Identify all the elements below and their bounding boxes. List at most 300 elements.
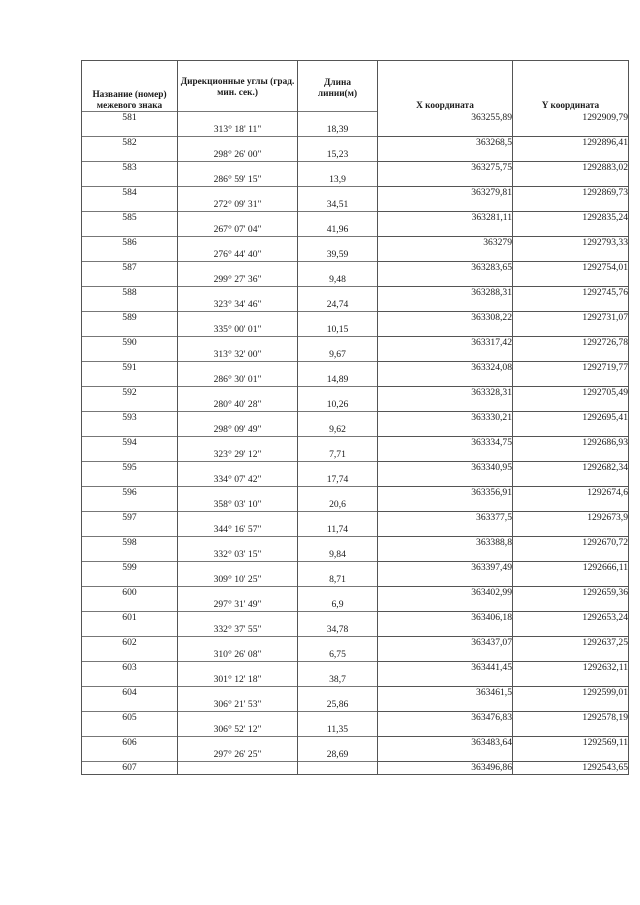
empty-cell <box>513 124 629 137</box>
y-coordinate: 1292653,24 <box>513 612 629 625</box>
segment-row <box>82 399 629 412</box>
empty-cell <box>82 499 178 512</box>
point-row <box>82 737 629 750</box>
empty-cell <box>178 687 298 700</box>
empty-cell <box>298 662 378 675</box>
y-coordinate: 1292869,73 <box>513 187 629 200</box>
point-number: 605 <box>82 712 178 725</box>
empty-cell <box>298 762 378 775</box>
y-coordinate: 1292686,93 <box>513 437 629 450</box>
empty-cell <box>178 562 298 575</box>
point-number: 584 <box>82 187 178 200</box>
y-coordinate: 1292719,77 <box>513 362 629 375</box>
empty-cell <box>298 337 378 350</box>
empty-cell <box>298 687 378 700</box>
y-coordinate: 1292659,36 <box>513 587 629 600</box>
direction-angle: 335° 00' 01" <box>178 324 298 337</box>
empty-cell <box>513 699 629 712</box>
empty-cell <box>82 724 178 737</box>
empty-cell <box>178 212 298 225</box>
point-row <box>82 712 629 725</box>
direction-angle: 323° 29' 12" <box>178 449 298 462</box>
empty-cell <box>298 412 378 425</box>
segment-row <box>82 474 629 487</box>
point-row <box>82 262 629 275</box>
empty-cell <box>178 362 298 375</box>
empty-cell <box>82 424 178 437</box>
empty-cell <box>298 112 378 125</box>
direction-angle: 332° 03' 15" <box>178 549 298 562</box>
empty-cell <box>82 174 178 187</box>
empty-cell <box>298 212 378 225</box>
x-coordinate: 363328,31 <box>378 387 513 400</box>
empty-cell <box>298 362 378 375</box>
x-coordinate: 363340,95 <box>378 462 513 475</box>
y-coordinate: 1292637,25 <box>513 637 629 650</box>
point-row <box>82 187 629 200</box>
empty-cell <box>378 574 513 587</box>
empty-cell <box>178 137 298 150</box>
empty-cell <box>513 424 629 437</box>
segment-row <box>82 174 629 187</box>
empty-cell <box>298 237 378 250</box>
segment-row <box>82 674 629 687</box>
line-length: 17,74 <box>298 474 378 487</box>
segment-row <box>82 749 629 762</box>
point-number: 601 <box>82 612 178 625</box>
empty-cell <box>298 437 378 450</box>
point-row <box>82 287 629 300</box>
point-row <box>82 662 629 675</box>
segment-row <box>82 699 629 712</box>
segment-row <box>82 649 629 662</box>
empty-cell <box>378 449 513 462</box>
empty-cell <box>82 574 178 587</box>
point-number: 604 <box>82 687 178 700</box>
x-coordinate: 363334,75 <box>378 437 513 450</box>
empty-cell <box>378 349 513 362</box>
empty-cell <box>378 374 513 387</box>
point-number: 603 <box>82 662 178 675</box>
empty-cell <box>178 762 298 775</box>
point-number: 595 <box>82 462 178 475</box>
empty-cell <box>82 149 178 162</box>
empty-cell <box>82 324 178 337</box>
empty-cell <box>178 287 298 300</box>
x-coordinate: 363496,86 <box>378 762 513 775</box>
empty-cell <box>378 749 513 762</box>
segment-row <box>82 424 629 437</box>
x-coordinate: 363324,08 <box>378 362 513 375</box>
segment-row <box>82 524 629 537</box>
x-coordinate: 363356,91 <box>378 487 513 500</box>
empty-cell <box>513 624 629 637</box>
empty-cell <box>378 724 513 737</box>
empty-cell <box>178 112 298 125</box>
empty-cell <box>298 387 378 400</box>
point-number: 592 <box>82 387 178 400</box>
y-coordinate: 1292909,79 <box>513 112 629 125</box>
point-number: 607 <box>82 762 178 775</box>
empty-cell <box>82 549 178 562</box>
point-number: 593 <box>82 412 178 425</box>
empty-cell <box>178 612 298 625</box>
empty-cell <box>298 312 378 325</box>
line-length: 14,89 <box>298 374 378 387</box>
direction-angle: 297° 26' 25" <box>178 749 298 762</box>
direction-angle: 306° 21' 53" <box>178 699 298 712</box>
x-coordinate: 363279 <box>378 237 513 250</box>
segment-row <box>82 574 629 587</box>
empty-cell <box>513 499 629 512</box>
empty-cell <box>82 299 178 312</box>
direction-angle: 299° 27' 36" <box>178 274 298 287</box>
empty-cell <box>513 724 629 737</box>
point-row <box>82 112 629 125</box>
empty-cell <box>82 699 178 712</box>
empty-cell <box>178 312 298 325</box>
empty-cell <box>178 537 298 550</box>
segment-row <box>82 624 629 637</box>
empty-cell <box>298 462 378 475</box>
line-length: 28,69 <box>298 749 378 762</box>
line-length: 9,84 <box>298 549 378 562</box>
empty-cell <box>178 237 298 250</box>
segment-row <box>82 324 629 337</box>
header-angles: Дирекционные углы (град. мин. сек.) <box>178 61 298 112</box>
direction-angle: 334° 07' 42" <box>178 474 298 487</box>
empty-cell <box>513 599 629 612</box>
point-row <box>82 462 629 475</box>
line-length: 25,86 <box>298 699 378 712</box>
line-length: 9,67 <box>298 349 378 362</box>
x-coordinate: 363461,5 <box>378 687 513 700</box>
empty-cell <box>298 262 378 275</box>
segment-row <box>82 249 629 262</box>
empty-cell <box>378 649 513 662</box>
x-coordinate: 363275,75 <box>378 162 513 175</box>
empty-cell <box>82 474 178 487</box>
y-coordinate: 1292666,11 <box>513 562 629 575</box>
empty-cell <box>378 324 513 337</box>
point-row <box>82 762 629 775</box>
empty-cell <box>298 162 378 175</box>
empty-cell <box>82 449 178 462</box>
empty-cell <box>82 524 178 537</box>
empty-cell <box>378 199 513 212</box>
point-row <box>82 362 629 375</box>
direction-angle: 298° 09' 49" <box>178 424 298 437</box>
empty-cell <box>178 462 298 475</box>
direction-angle: 272° 09' 31" <box>178 199 298 212</box>
empty-cell <box>378 474 513 487</box>
line-length: 9,48 <box>298 274 378 287</box>
empty-cell <box>298 637 378 650</box>
empty-cell <box>178 512 298 525</box>
line-length: 9,62 <box>298 424 378 437</box>
empty-cell <box>378 524 513 537</box>
direction-angle: 313° 18' 11" <box>178 124 298 137</box>
direction-angle: 301° 12' 18" <box>178 674 298 687</box>
point-number: 586 <box>82 237 178 250</box>
empty-cell <box>298 562 378 575</box>
empty-cell <box>178 637 298 650</box>
point-number: 597 <box>82 512 178 525</box>
x-coordinate: 363281,11 <box>378 212 513 225</box>
empty-cell <box>178 487 298 500</box>
empty-cell <box>378 299 513 312</box>
empty-cell <box>513 249 629 262</box>
x-coordinate: 363397,49 <box>378 562 513 575</box>
y-coordinate: 1292754,01 <box>513 262 629 275</box>
line-length: 11,35 <box>298 724 378 737</box>
direction-angle: 298° 26' 00" <box>178 149 298 162</box>
x-coordinate: 363406,18 <box>378 612 513 625</box>
empty-cell <box>298 512 378 525</box>
y-coordinate: 1292726,78 <box>513 337 629 350</box>
y-coordinate: 1292632,11 <box>513 662 629 675</box>
empty-cell <box>178 712 298 725</box>
empty-cell <box>178 662 298 675</box>
x-coordinate: 363255,89 <box>378 112 513 125</box>
point-row <box>82 587 629 600</box>
y-coordinate: 1292835,24 <box>513 212 629 225</box>
empty-cell <box>378 699 513 712</box>
x-coordinate: 363483,64 <box>378 737 513 750</box>
point-row <box>82 487 629 500</box>
empty-cell <box>513 299 629 312</box>
empty-cell <box>82 199 178 212</box>
empty-cell <box>298 587 378 600</box>
empty-cell <box>178 262 298 275</box>
direction-angle: 310° 26' 08" <box>178 649 298 662</box>
point-number: 591 <box>82 362 178 375</box>
x-coordinate: 363476,83 <box>378 712 513 725</box>
point-number: 585 <box>82 212 178 225</box>
line-length: 18,39 <box>298 124 378 137</box>
y-coordinate: 1292731,07 <box>513 312 629 325</box>
point-row <box>82 687 629 700</box>
empty-cell <box>82 349 178 362</box>
empty-cell <box>298 712 378 725</box>
point-number: 583 <box>82 162 178 175</box>
direction-angle: 286° 30' 01" <box>178 374 298 387</box>
empty-cell <box>82 274 178 287</box>
y-coordinate: 1292793,33 <box>513 237 629 250</box>
empty-cell <box>513 649 629 662</box>
empty-cell <box>82 599 178 612</box>
segment-row <box>82 224 629 237</box>
point-row <box>82 237 629 250</box>
empty-cell <box>298 287 378 300</box>
empty-cell <box>378 549 513 562</box>
empty-cell <box>178 587 298 600</box>
line-length: 34,78 <box>298 624 378 637</box>
line-length: 11,74 <box>298 524 378 537</box>
direction-angle: 344° 16' 57" <box>178 524 298 537</box>
empty-cell <box>298 187 378 200</box>
point-number: 594 <box>82 437 178 450</box>
direction-angle: 332° 37' 55" <box>178 624 298 637</box>
point-number: 590 <box>82 337 178 350</box>
empty-cell <box>378 399 513 412</box>
x-coordinate: 363308,22 <box>378 312 513 325</box>
point-number: 602 <box>82 637 178 650</box>
point-number: 598 <box>82 537 178 550</box>
header-x: X координата <box>378 61 513 112</box>
x-coordinate: 363330,21 <box>378 412 513 425</box>
x-coordinate: 363441,45 <box>378 662 513 675</box>
empty-cell <box>378 424 513 437</box>
y-coordinate: 1292543,65 <box>513 762 629 775</box>
point-number: 599 <box>82 562 178 575</box>
y-coordinate: 1292896,41 <box>513 137 629 150</box>
empty-cell <box>513 374 629 387</box>
y-coordinate: 1292673,9 <box>513 512 629 525</box>
empty-cell <box>378 174 513 187</box>
line-length: 39,59 <box>298 249 378 262</box>
empty-cell <box>82 749 178 762</box>
empty-cell <box>378 249 513 262</box>
y-coordinate: 1292745,76 <box>513 287 629 300</box>
line-length: 13,9 <box>298 174 378 187</box>
empty-cell <box>298 612 378 625</box>
empty-cell <box>378 124 513 137</box>
segment-row <box>82 274 629 287</box>
segment-row <box>82 724 629 737</box>
y-coordinate: 1292705,49 <box>513 387 629 400</box>
point-number: 587 <box>82 262 178 275</box>
point-row <box>82 537 629 550</box>
line-length: 24,74 <box>298 299 378 312</box>
point-row <box>82 562 629 575</box>
direction-angle: 267° 07' 04" <box>178 224 298 237</box>
empty-cell <box>513 474 629 487</box>
line-length: 6,9 <box>298 599 378 612</box>
y-coordinate: 1292670,72 <box>513 537 629 550</box>
y-coordinate: 1292883,02 <box>513 162 629 175</box>
x-coordinate: 363317,42 <box>378 337 513 350</box>
y-coordinate: 1292578,19 <box>513 712 629 725</box>
empty-cell <box>513 349 629 362</box>
empty-cell <box>178 187 298 200</box>
empty-cell <box>513 524 629 537</box>
empty-cell <box>82 674 178 687</box>
empty-cell <box>513 174 629 187</box>
direction-angle: 286° 59' 15" <box>178 174 298 187</box>
empty-cell <box>178 412 298 425</box>
line-length: 10,26 <box>298 399 378 412</box>
empty-cell <box>298 537 378 550</box>
x-coordinate: 363402,99 <box>378 587 513 600</box>
point-number: 596 <box>82 487 178 500</box>
point-row <box>82 137 629 150</box>
y-coordinate: 1292682,34 <box>513 462 629 475</box>
point-row <box>82 612 629 625</box>
point-row <box>82 387 629 400</box>
segment-row <box>82 599 629 612</box>
direction-angle: 309° 10' 25" <box>178 574 298 587</box>
line-length: 10,15 <box>298 324 378 337</box>
header-length: Длина линии(м) <box>298 61 378 112</box>
segment-row <box>82 349 629 362</box>
point-number: 581 <box>82 112 178 125</box>
direction-angle: 313° 32' 00" <box>178 349 298 362</box>
point-row <box>82 337 629 350</box>
point-number: 588 <box>82 287 178 300</box>
point-row <box>82 212 629 225</box>
empty-cell <box>378 499 513 512</box>
empty-cell <box>82 249 178 262</box>
x-coordinate: 363288,31 <box>378 287 513 300</box>
empty-cell <box>513 149 629 162</box>
empty-cell <box>178 437 298 450</box>
empty-cell <box>378 674 513 687</box>
empty-cell <box>82 624 178 637</box>
point-number: 600 <box>82 587 178 600</box>
point-row <box>82 162 629 175</box>
empty-cell <box>298 737 378 750</box>
empty-cell <box>513 399 629 412</box>
empty-cell <box>178 387 298 400</box>
empty-cell <box>82 649 178 662</box>
segment-row <box>82 124 629 137</box>
direction-angle: 297° 31' 49" <box>178 599 298 612</box>
y-coordinate: 1292674,6 <box>513 487 629 500</box>
point-row <box>82 412 629 425</box>
segment-row <box>82 449 629 462</box>
line-length: 41,96 <box>298 224 378 237</box>
segment-row <box>82 499 629 512</box>
table-header-row <box>82 61 629 112</box>
empty-cell <box>513 274 629 287</box>
empty-cell <box>378 149 513 162</box>
point-row <box>82 512 629 525</box>
point-row <box>82 637 629 650</box>
empty-cell <box>178 162 298 175</box>
empty-cell <box>378 599 513 612</box>
segment-row <box>82 374 629 387</box>
direction-angle: 306° 52' 12" <box>178 724 298 737</box>
direction-angle: 280° 40' 28" <box>178 399 298 412</box>
segment-row <box>82 199 629 212</box>
empty-cell <box>513 574 629 587</box>
line-length: 38,7 <box>298 674 378 687</box>
segment-row <box>82 149 629 162</box>
line-length: 15,23 <box>298 149 378 162</box>
empty-cell <box>513 449 629 462</box>
empty-cell <box>378 274 513 287</box>
y-coordinate: 1292569,11 <box>513 737 629 750</box>
x-coordinate: 363437,07 <box>378 637 513 650</box>
y-coordinate: 1292599,01 <box>513 687 629 700</box>
point-number: 606 <box>82 737 178 750</box>
empty-cell <box>378 224 513 237</box>
line-length: 6,75 <box>298 649 378 662</box>
x-coordinate: 363279,81 <box>378 187 513 200</box>
empty-cell <box>82 399 178 412</box>
point-row <box>82 312 629 325</box>
x-coordinate: 363268,5 <box>378 137 513 150</box>
line-length: 8,71 <box>298 574 378 587</box>
direction-angle: 276° 44' 40" <box>178 249 298 262</box>
table-body <box>82 112 629 775</box>
x-coordinate: 363377,5 <box>378 512 513 525</box>
empty-cell <box>298 487 378 500</box>
empty-cell <box>82 124 178 137</box>
x-coordinate: 363388,8 <box>378 537 513 550</box>
empty-cell <box>82 224 178 237</box>
